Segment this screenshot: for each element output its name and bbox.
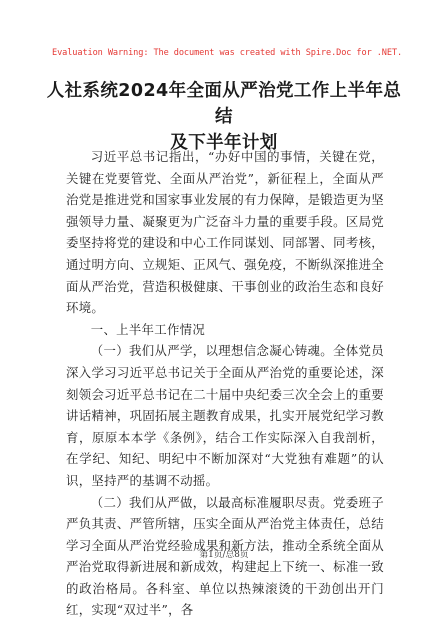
section-heading: 一、上半年工作情况: [66, 319, 384, 341]
page-footer: 第1页/总8页: [0, 547, 448, 560]
title-line-1: 人社系统2024年全面从严治党工作上半年总结: [40, 78, 408, 130]
paragraph-practice: （二）我们从严做，以最高标准履职尽责。党委班子严负其责、严管所辖，压实全面从严治党主体责任，总结学习全面从严治党经验成果和新方法，推动全系统全面从严治党取得新进展和新成效，构建起上下统一、标准一致的政治格局。各科室、单位以热辣滚烫的干劲创出开门红，实现“双过半”，各: [66, 492, 384, 621]
title-line-2: 及下半年计划: [40, 130, 408, 156]
paragraph-study: （一）我们从严学，以理想信念凝心铸魂。全体党员深入学习习近平总书记关于全面从严治党的重要论述，深刻领会习近平总书记在二十届中央纪委三次全会上的重要讲话精神，巩固拓展主题教育成果，扎实开展党纪学习教育，原原本本学《条例》，结合工作实际深入自我剖析，在学纪、知纪、明纪中不断加深对“大党独有难题”的认识，坚持严的基调不动摇。: [66, 340, 384, 491]
document-title: [40, 78, 408, 156]
evaluation-warning: Evaluation Warning: The document was created with Spire.Doc for .NET.: [52, 48, 412, 58]
intro-paragraph: 习近平总书记指出，“办好中国的事情，关键在党，关键在党要管党、全面从严治党”，新征程上，全面从严治党是推进党和国家事业发展的有力保障，是锻造更为坚强领导力量、凝聚更为广泛奋斗力量的重要手段。区局党委坚持将党的建设和中心工作同谋划、同部署、同考核，通过明方向、立规矩、正风气、强免疫，不断纵深推进全面从严治党，营造积极健康、干事创业的政治生态和良好环境。: [66, 146, 384, 319]
